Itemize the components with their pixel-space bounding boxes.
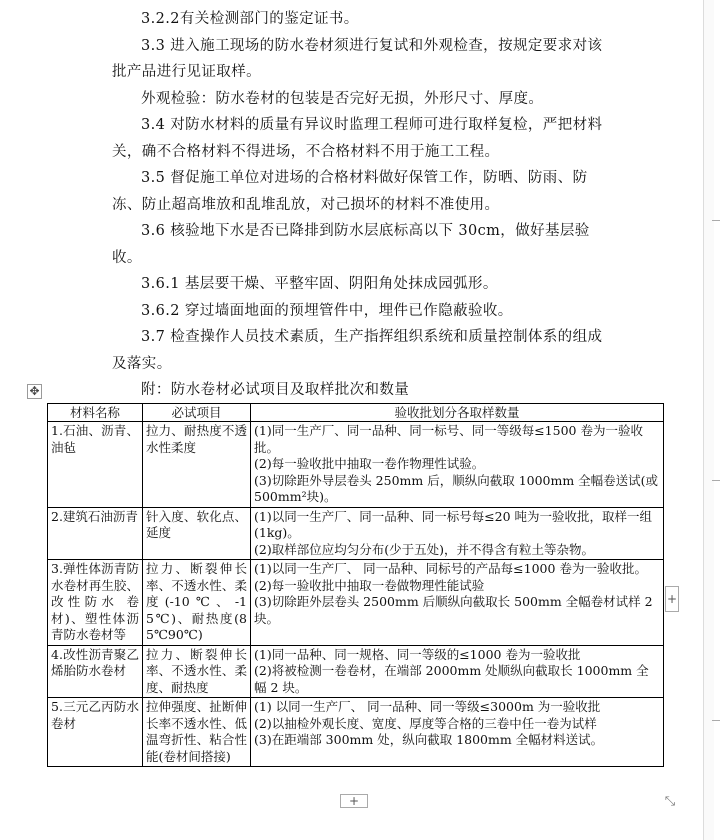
cell-sampling[interactable] [251,422,664,508]
table-row [48,507,664,560]
table-resize-handle[interactable] [662,794,678,810]
requirements-table[interactable] [47,403,664,767]
cell-sampling[interactable] [251,507,664,560]
sampling-line: (2)每一验收批中抽取一卷作物理性试验。 [254,456,485,471]
resize-diagonal-icon: ⤡ [664,794,676,809]
cell-tests[interactable]: 拉伸强度、扯断伸长率不透水性、低温弯折性、粘合性能(卷材间搭接) [143,698,251,767]
header-sampling[interactable]: 验收批划分各取样数量 [251,404,664,422]
paragraph: 3.6.1 基层要干燥、平整牢固、阴阳角处抹成园弧形。 [141,276,498,292]
table-row [48,560,664,646]
cell-sampling[interactable] [251,560,664,646]
paragraph: 3.7 检查操作人员技术素质，生产指挥组织系统和质量控制体系的组成及落实。 [112,329,603,372]
sampling-line: (1)同一生产厂、同一品种、同一标号、同一等级每≤1500 卷为一验收批。 [254,423,643,455]
page-edge [703,0,714,840]
sampling-line: (3)在距端部 300mm 处，纵向截取 1800mm 全幅材料送试。 [254,732,604,747]
margin-mark [712,220,720,221]
sampling-line: (3)切除距外层卷头 2500mm 后顺纵向截取长 500mm 全幅卷材试样 2 块。 [254,594,653,626]
paragraph: 3.2.2有关检测部门的鉴定证书。 [141,11,359,27]
sampling-line: (1)以同一生产厂、 同一品种、同标号的产品每≤1000 卷为一验收批。 [254,561,647,576]
cell-material[interactable]: 1.石油、沥青、油毡 [48,422,143,508]
cell-sampling[interactable] [251,698,664,767]
sampling-line: (2)将被检测一卷卷材，在端部 2000mm 处顺纵向截取长 1000mm 全幅 2 块。 [254,663,649,695]
margin-mark [712,720,720,721]
table-caption: 附：防水卷材必试项目及取样批次和数量 [141,382,410,398]
sampling-line: (2)取样部位应均匀分布(少于五处)，并不得含有粒土等杂物。 [254,541,594,557]
paragraph: 3.4 对防水材料的质量有异议时监理工程师可进行取样复检，严把材料关，确不合格材料不得进场，不合格材料不用于施工工程。 [112,117,603,160]
table-row [48,422,664,508]
header-tests[interactable]: 必试项目 [143,404,251,422]
table-row [48,645,664,698]
cell-material[interactable]: 4.改性沥青聚乙烯胎防水卷材 [48,645,143,698]
table-row [48,698,664,767]
add-column-button[interactable] [665,586,679,612]
paragraph: 3.6 核验地下水是否已降排到防水层底标高以下 30cm，做好基层验收。 [112,223,590,266]
cell-material[interactable]: 2.建筑石油沥青 [48,507,143,560]
paragraph: 外观检验：防水卷材的包装是否完好无损，外形尺寸、厚度。 [141,90,544,107]
cell-tests[interactable]: 拉力、耐热度不透水性柔度 [143,422,251,508]
plus-icon: + [348,794,360,808]
cell-tests[interactable]: 拉力、断裂伸长率、不透水性、柔度、耐热度 [143,645,251,698]
cell-material[interactable]: 5.三元乙丙防水卷材 [48,698,143,767]
table-header-row [48,404,664,422]
sampling-line: (2)每一验收批中抽取一卷做物理性能试验 [254,577,485,593]
document-body[interactable] [112,6,614,404]
cell-tests[interactable]: 拉力、断裂伸长率、不透水性、柔度(-10℃、-15℃)、耐热度(85℃90℃) [143,560,251,646]
cell-tests[interactable]: 针入度、软化点、延度 [143,507,251,560]
add-row-button[interactable] [340,794,368,808]
sampling-line: (2)以抽检外观长度、宽度、厚度等合格的三卷中任一卷为试样 [254,715,597,731]
sampling-line: (1)同一品种、同一规格、同一等级的≤1000 卷为一验收批 [254,646,581,662]
sampling-line: (1) 以同一生产厂、 同一品种、同一等级≤3000m 为一验收批 [254,699,601,714]
move-arrows-icon: ✥ [29,384,40,398]
cell-sampling[interactable] [251,645,664,698]
plus-icon: + [666,592,678,606]
paragraph: 3.6.2 穿过墙面地面的预埋管件中，埋件已作隐蔽验收。 [141,302,513,319]
cell-material[interactable]: 3.弹性体沥青防水卷材再生胶、改性防水 卷材)、塑性体沥青防水卷材等 [48,560,143,646]
paragraph: 3.5 督促施工单位对进场的合格材料做好保管工作，防晒、防雨、防冻、防止超高堆放和乱堆乱放，对己损坏的材料不准使用。 [112,170,588,213]
paragraph: 3.3 进入施工现场的防水卷材须进行复试和外观检查，按规定要求对该批产品进行见证取样。 [112,37,603,80]
sampling-line: (3)切除距外导层卷头 250mm 后，顺纵向截取 1000mm 全幅卷送试(或 500mm²块)。 [254,472,659,504]
sampling-line: (1)以同一生产厂、同一品种、同一标号每≤20 吨为一验收批，取样一组(1kg)。 [254,508,653,540]
table-move-handle[interactable] [27,384,42,399]
header-material[interactable]: 材料名称 [48,404,143,422]
margin-mark [712,480,720,481]
